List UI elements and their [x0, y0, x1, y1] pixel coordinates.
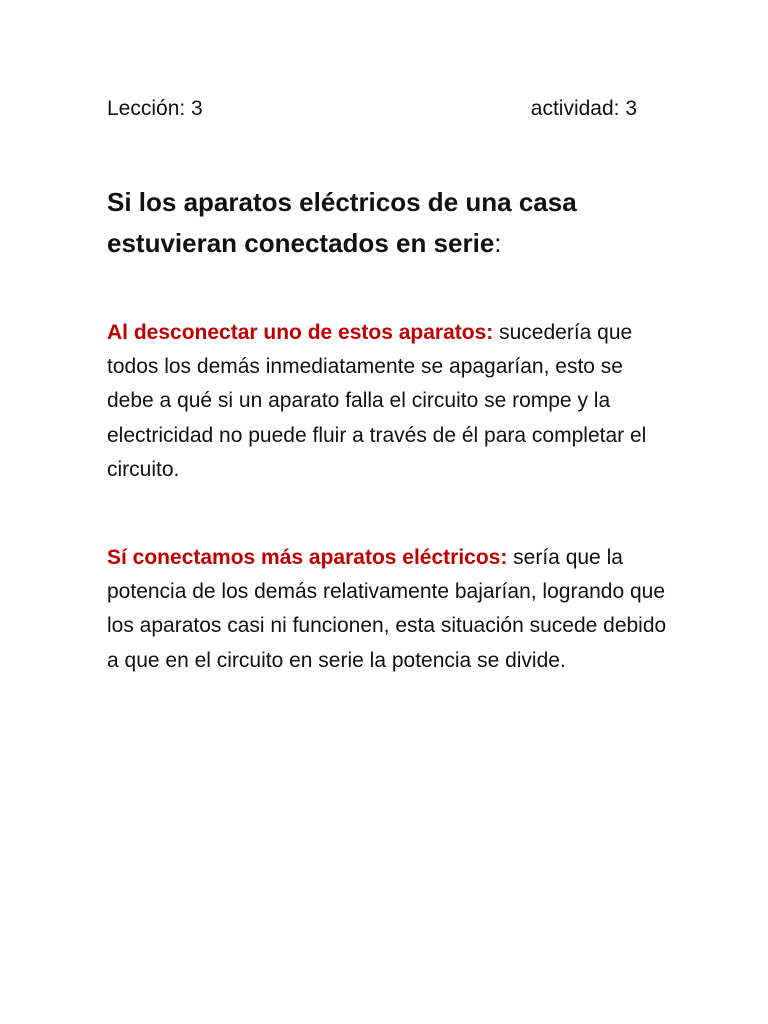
paragraph-lead: Al desconectar uno de estos aparatos: — [107, 321, 494, 344]
page-title — [107, 182, 667, 264]
paragraph-connect-more — [107, 541, 667, 678]
paragraph-body: sería que la potencia de los demás relativamente bajarían, logrando que los aparatos casi ni funcionen, esta situación sucede debido a que en el circuito en serie la potencia se divide. — [107, 546, 667, 672]
header-row — [107, 95, 637, 123]
lesson-label: Lección: 3 — [107, 97, 203, 120]
paragraph-lead: Sí conectamos más aparatos eléctricos: — [107, 546, 508, 569]
title-text: Si los aparatos eléctricos de una casa estuvieran conectados en serie — [107, 187, 577, 258]
paragraph-body: sucedería que todos los demás inmediatamente se apagarían, esto se debe a qué si un aparato falla el circuito se rompe y la electricidad no puede fluir a través de él para completar el circuito. — [107, 321, 647, 481]
title-colon: : — [494, 228, 502, 258]
activity-label: actividad: 3 — [530, 97, 637, 120]
paragraph-disconnect — [107, 316, 667, 487]
